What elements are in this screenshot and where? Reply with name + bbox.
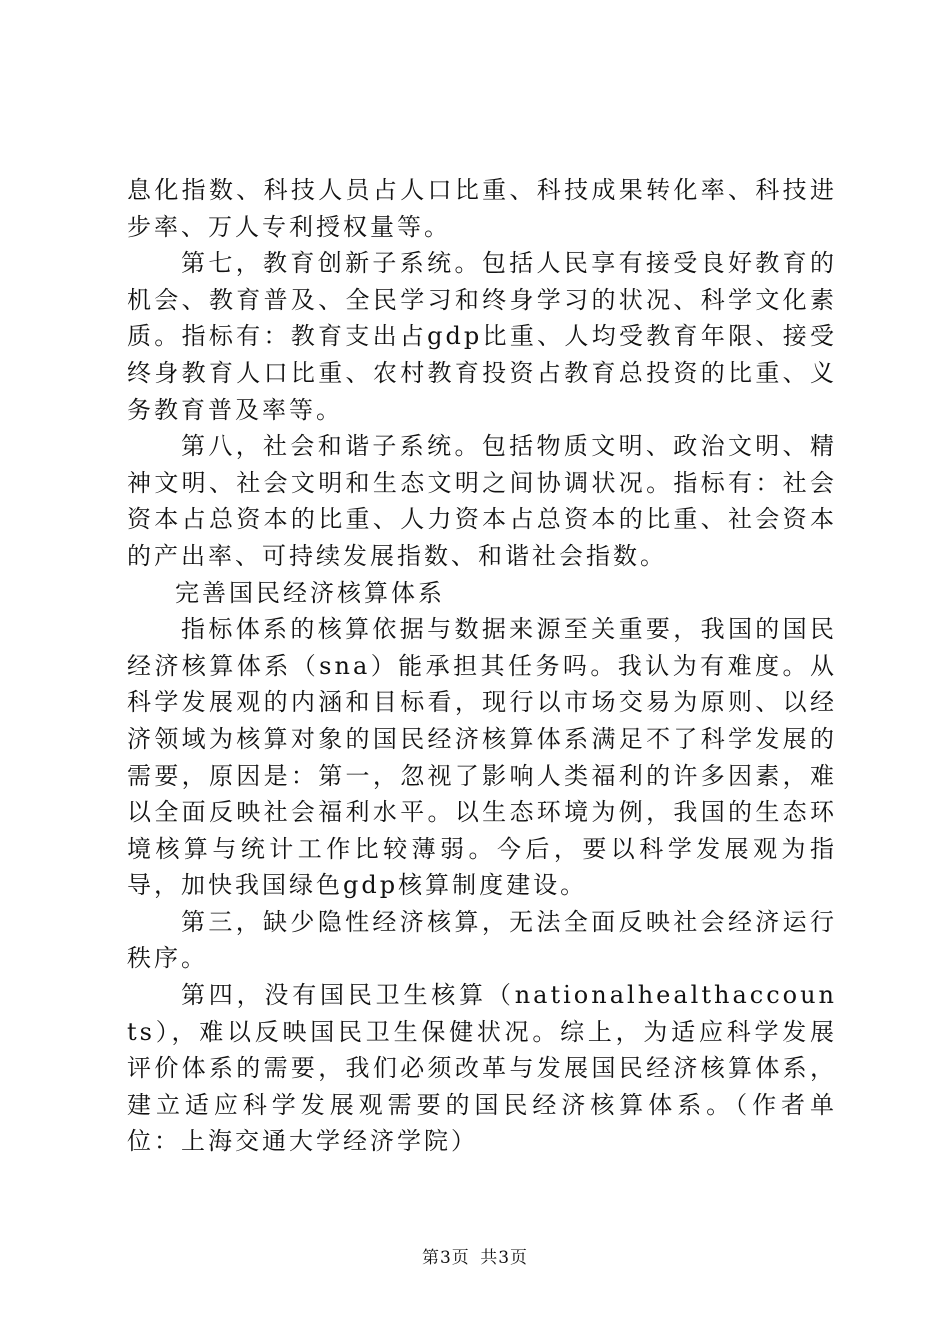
- paragraph-fourth-point: 第四，没有国民卫生核算（nationalhealthaccounts），难以反映国民卫生保健状况。综上，为适应科学发展评价体系的需要，我们必须改革与发展国民经济核算体系，建立适应科学发展观需要的国民经济核算体系。（作者单位：上海交通大学经济学院）: [127, 981, 837, 1156]
- paragraph-accounting-basis: 指标体系的核算依据与数据来源至关重要，我国的国民经济核算体系（sna）能承担其任务吗。我认为有难度。从科学发展观的内涵和目标看，现行以市场交易为原则、以经济领域为核算对象的国民经济核算体系满足不了科学发展的需要，原因是：第一，忽视了影响人类福利的许多因素，难以全面反映社会福利水平。以生态环境为例，我国的生态环境核算与统计工作比较薄弱。今后，要以科学发展观为指导，加快我国绿色gdp核算制度建设。: [127, 615, 837, 900]
- page-number: 第3页: [421, 1248, 470, 1268]
- page-footer: [0, 1243, 950, 1268]
- paragraph-third-point: 第三，缺少隐性经济核算，无法全面反映社会经济运行秩序。: [127, 907, 837, 973]
- paragraph-social-harmony-subsystem: 第八，社会和谐子系统。包括物质文明、政治文明、精神文明、社会文明和生态文明之间协调状况。指标有：社会资本占总资本的比重、人力资本占总资本的比重、社会资本的产出率、可持续发展指数、和谐社会指数。: [127, 432, 837, 570]
- page-total: 共3页: [480, 1248, 529, 1268]
- paragraph-continuation: 息化指数、科技人员占人口比重、科技成果转化率、科技进步率、万人专利授权量等。: [127, 176, 837, 241]
- section-heading: 完善国民经济核算体系: [175, 578, 445, 607]
- document-body: [127, 172, 837, 1160]
- paragraph-education-subsystem: 第七，教育创新子系统。包括人民享有接受良好教育的机会、教育普及、全民学习和终身学习的状况、科学文化素质。指标有：教育支出占gdp比重、人均受教育年限、接受终身教育人口比重、农村教育投资占教育总投资的比重、义务教育普及率等。: [127, 249, 837, 424]
